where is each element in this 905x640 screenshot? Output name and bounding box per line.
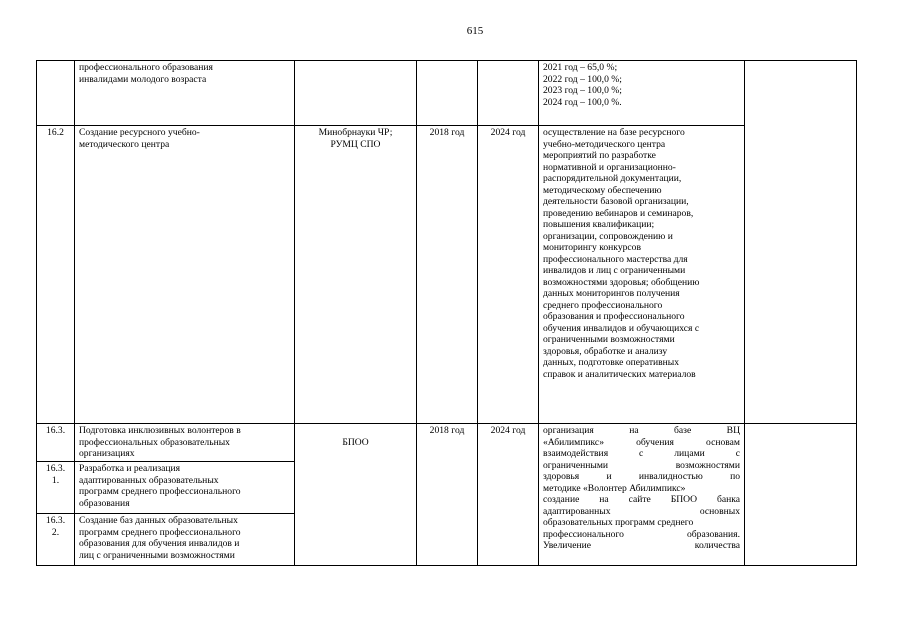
measure-name-cell [75,514,295,566]
text-line: организации, сопровождению и [543,230,673,242]
text-line: мероприятий по разработке [543,150,656,161]
text-line: инвалидами молодого возраста [79,73,207,85]
end-year-cell: 2024 год [478,424,539,566]
expected-result-cell [539,424,745,566]
text-line: Минобрнауки ЧР; [318,127,393,138]
row-number-cell: 16.2 [37,126,75,424]
row-number-cell [37,514,75,566]
text-line: 2022 год – 100,0 %; [543,73,622,85]
text-line: 2. [51,526,60,538]
row-number-cell [37,462,75,514]
text-line: методического центра [79,138,170,150]
text-line: образования и профессионального [543,311,685,322]
text-line: БПОО [342,437,369,448]
executor-cell [295,424,417,566]
end-year-cell [478,61,539,126]
measure-name-cell [75,126,295,424]
text-line: данных, подготовке оперативных [543,357,680,368]
text-line: лиц с ограниченными возможностями [79,549,235,561]
text-line: организациях [79,448,135,459]
text-line: повышения квалификации; [543,219,655,230]
start-year-cell: 2018 год [417,126,478,424]
text-line: Создание баз данных образовательных [79,515,238,526]
start-year-cell [417,61,478,126]
measure-name-cell [75,462,295,514]
text-line: методике «Волонтер Абилимпикс» [543,482,686,494]
end-year-cell: 2024 год [478,126,539,424]
text-line: образовательных программ среднего [543,517,694,528]
expected-result-cell [539,61,745,126]
text-line: мониторингу конкурсов [543,242,642,253]
text-line: ограниченными возможностями [543,334,675,345]
expected-result-cell [539,126,745,424]
text-line: 2021 год – 65,0 %; [543,62,618,73]
measure-name-cell [75,61,295,126]
text-line: организация на базе ВЦ [543,425,740,436]
executor-cell [295,126,417,424]
row-number-cell [37,61,75,126]
text-line: профессионального образования. [543,528,740,540]
page-number: 615 [466,25,484,37]
text-line: создание на сайте БПОО банка [543,494,740,505]
text-line: Увеличение количества [543,540,740,551]
extra-cell [745,424,857,566]
text-line: адаптированных основных [543,505,740,517]
text-line: 2024 год – 100,0 %. [543,96,622,108]
executor-cell [295,61,417,126]
text-line: профессионального образования [79,62,213,73]
table-row [37,424,857,462]
text-line: взаимодействия с лицами с [543,448,740,459]
text-line: нормативной и организационно- [543,161,676,173]
text-line: 16.3. [45,515,66,526]
text-line: образования [79,497,130,509]
text-line: программ среднего профессионального [79,526,241,538]
table-row [37,61,857,126]
measure-name-cell [75,424,295,462]
text-line: среднего профессионального [543,299,663,311]
text-line: образования для обучения инвалидов и [79,538,240,549]
table-row [37,126,857,424]
text-line: здоровья и инвалидностью по [543,471,740,482]
text-line: 16.3. [45,463,66,474]
text-line: адаптированных образовательных [79,474,219,486]
text-line: ограниченными возможностями [543,459,740,471]
text-line: Разработка и реализация [79,463,181,474]
measures-table [36,60,857,566]
text-line: деятельности базовой организации, [543,196,689,207]
text-line: 1. [51,474,60,486]
text-line: Подготовка инклюзивных волонтеров в [79,425,241,436]
text-line: Создание ресурсного учебно- [79,127,200,138]
text-line: распорядительной документации, [543,173,682,184]
text-line: проведению вебинаров и семинаров, [543,207,694,219]
text-line: профессиональных образовательных [79,436,230,448]
start-year-cell: 2018 год [417,424,478,566]
text-line: учебно-методического центра [543,138,666,150]
text-line: возможностями здоровья; обобщению [543,276,700,288]
extra-cell [745,61,857,424]
text-line: методическому обеспечению [543,184,662,196]
text-line: профессионального мастерства для [543,253,688,265]
text-line: данных мониторингов получения [543,288,680,299]
text-line: инвалидов и лиц с ограниченными [543,265,686,276]
text-line: программ среднего профессионального [79,486,241,497]
text-line: осуществление на базе ресурсного [543,127,685,138]
row-number-cell: 16.3. [37,424,75,462]
text-line: РУМЦ СПО [330,138,381,150]
text-line: 2023 год – 100,0 %; [543,85,622,96]
text-line: обучения инвалидов и обучающихся с [543,322,700,334]
text-line: здоровья, обработке и анализу [543,345,668,357]
text-line: «Абилимпикс» обучения основам [543,436,740,448]
text-line: справок и аналитических материалов [543,368,696,380]
